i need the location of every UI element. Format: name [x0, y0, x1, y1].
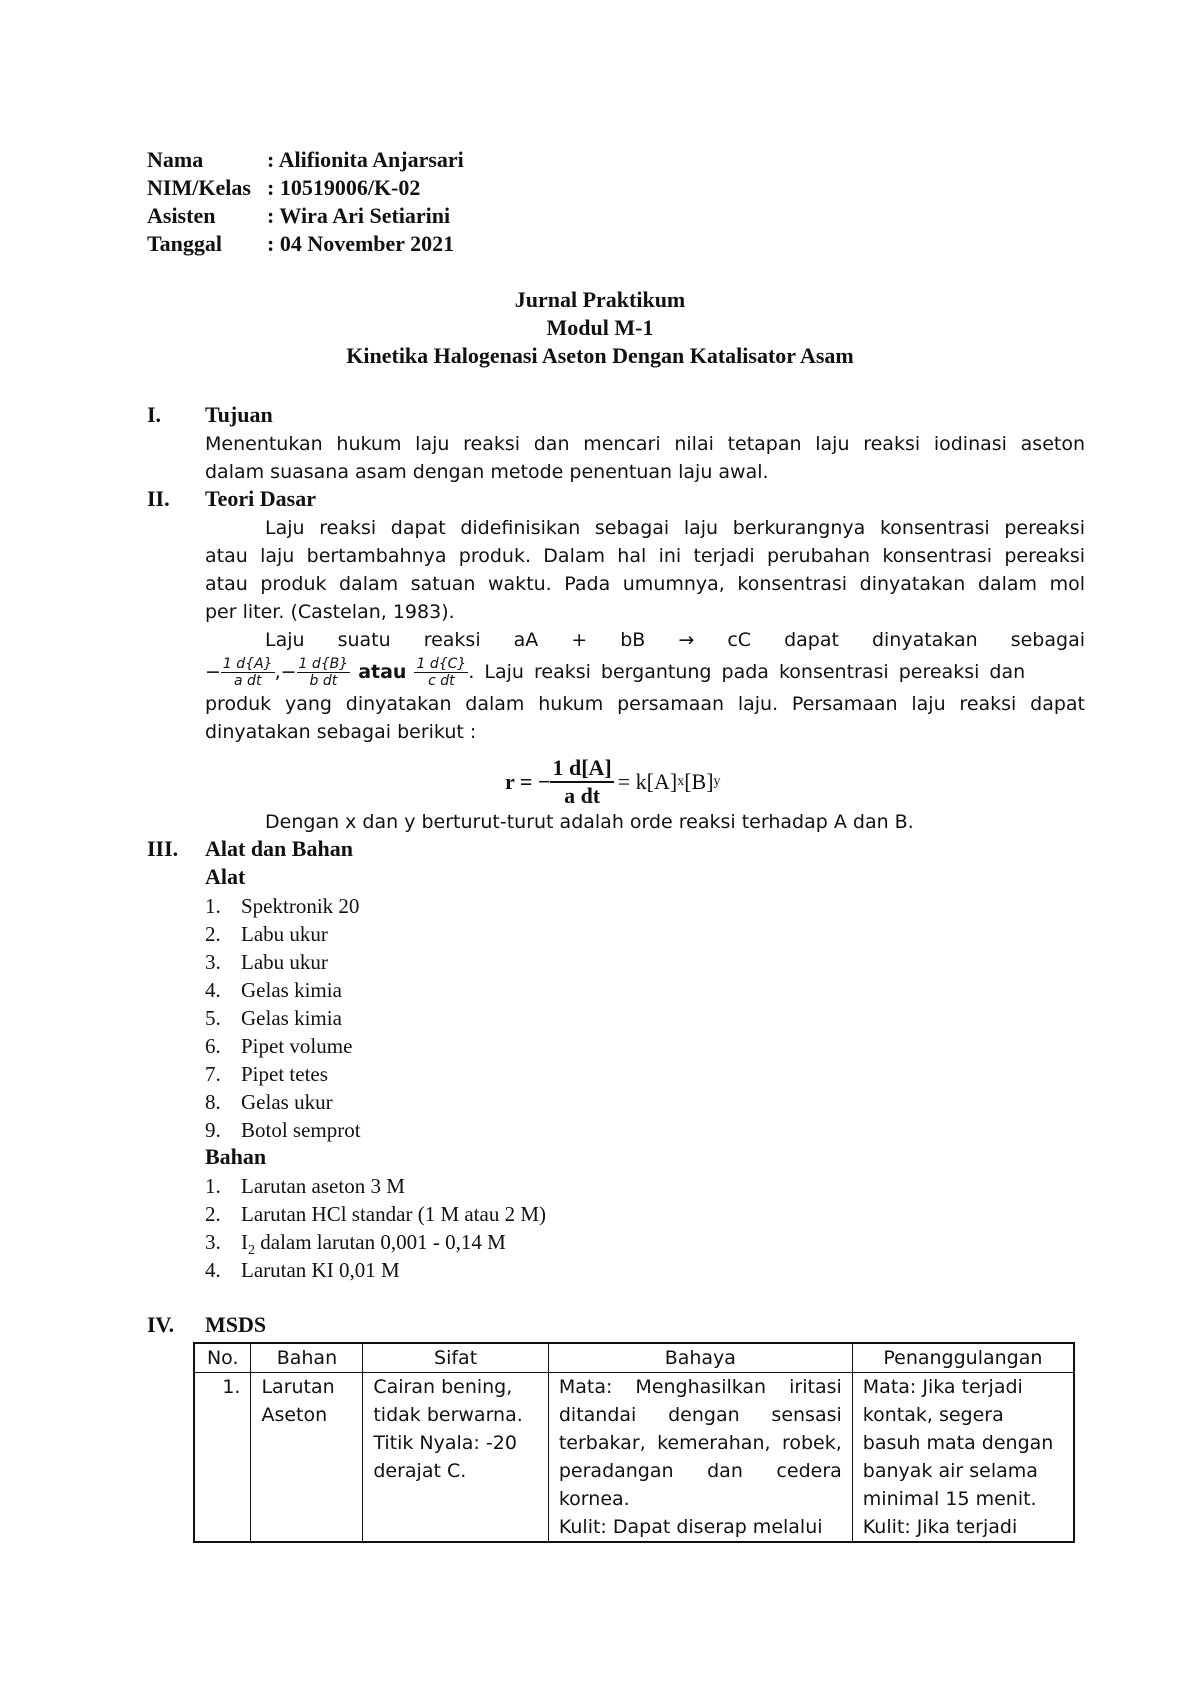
info-value: : Wira Ari Setiarini	[267, 203, 451, 228]
subsection-title-bahan: Bahan	[205, 1144, 267, 1169]
info-row-tanggal	[147, 230, 464, 258]
list-item: 7. Pipet tetes	[205, 1062, 328, 1086]
info-value: : Alifionita Anjarsari	[267, 147, 464, 172]
atau-word: atau	[358, 661, 407, 683]
info-value: : 10519006/K-02	[267, 175, 421, 200]
list-item: 1. Larutan aseton 3 M	[205, 1174, 405, 1198]
column-header: Sifat	[363, 1343, 549, 1373]
table-row	[194, 1373, 1074, 1543]
section-title-tujuan: Tujuan	[205, 402, 273, 427]
list-item: 1. Spektronik 20	[205, 894, 360, 918]
text-line: atau laju bertambahnya produk. Dalam hal ini terjadi perubahan konsentrasi pereaksi	[205, 545, 1085, 567]
msds-table	[193, 1342, 1075, 1543]
list-item: 8. Gelas ukur	[205, 1090, 333, 1114]
header-info	[147, 146, 464, 258]
rate-fraction-c: $\frac{1 d\{C\}}{\text{c dt}}$	[416, 655, 467, 689]
tujuan-text	[205, 430, 1085, 486]
rate-law-equation: r = − $\frac{1 d[A]}{\text{a dt}}$ = k[A] x [B] y	[505, 755, 721, 808]
alat-list	[205, 892, 361, 1144]
cell-bahan: Larutan Aseton	[251, 1373, 363, 1543]
list-item: 3. $I_2$ dalam larutan 0,001 - 0,14 M	[205, 1230, 506, 1259]
document-title	[0, 286, 1200, 370]
column-header: Bahan	[251, 1343, 363, 1373]
info-label: Nama	[147, 147, 204, 172]
rate-expressions-line: − $\frac{1 d\{A\}}{\text{a dt}}$ ,− $\frac{1 d\{B\}}{\text{b dt}}$ atau $\frac{1 d\{C\}}{\text{c dt}}$ . Laju reaksi bergantung pada konsentrasi pereaksi dan	[205, 655, 1026, 689]
list-item: 2. Labu ukur	[205, 922, 328, 946]
info-label: NIM/Kelas	[147, 175, 251, 200]
list-item: 9. Botol semprot	[205, 1118, 361, 1142]
teori-paragraph-3	[205, 808, 1085, 836]
list-item: 5. Gelas kimia	[205, 1006, 342, 1030]
list-item: 6. Pipet volume	[205, 1034, 353, 1058]
column-header: Penanggulangan	[852, 1343, 1074, 1373]
rate-fraction-a: $\frac{1 d\{A\}}{\text{a dt}}$	[222, 655, 273, 689]
text-line: dinyatakan sebagai berikut :	[205, 721, 477, 743]
section-number: IV.	[147, 1312, 175, 1337]
text-line: per liter. (Castelan, 1983).	[205, 601, 455, 623]
section-title-teori: Teori Dasar	[205, 486, 317, 511]
list-item: 4. Gelas kimia	[205, 978, 342, 1002]
cell-sifat: Cairan bening, tidak berwarna. Titik Nyala: -20 derajat C.	[363, 1373, 549, 1543]
section-number: II.	[147, 486, 170, 511]
text-line: atau produk dalam satuan waktu. Pada umumnya, konsentrasi dinyatakan dalam mol	[205, 573, 1085, 595]
text-line: dalam suasana asam dengan metode penentuan laju awal.	[205, 461, 769, 483]
table-header-row	[194, 1343, 1074, 1373]
info-row-nim	[147, 174, 464, 202]
text-line: Laju reaksi dapat didefinisikan sebagai laju berkurangnya konsentrasi pereaksi	[265, 517, 1085, 539]
cell-penanggulangan: Mata: Jika terjadi kontak, segera basuh mata dengan banyak air selama minimal 15 menit. Kulit: Jika terjadi	[852, 1373, 1074, 1543]
title-line-1: Jurnal Praktikum	[514, 287, 686, 312]
column-header: No.	[194, 1343, 251, 1373]
text-line: produk yang dinyatakan dalam hukum persamaan laju. Persamaan laju reaksi dapat	[205, 693, 1085, 715]
section-title-alat-bahan: Alat dan Bahan	[205, 836, 353, 861]
info-label: Asisten	[147, 203, 216, 228]
bahan-list	[205, 1172, 546, 1284]
list-item: 2. Larutan HCl standar (1 M atau 2 M)	[205, 1202, 547, 1226]
text-line: Dengan x dan y berturut-turut adalah orde reaksi terhadap A dan B.	[265, 811, 914, 833]
text-line: Laju suatu reaksi aA + bB → cC dapat dinyatakan sebagai	[265, 629, 1085, 651]
list-item: 4. Larutan KI 0,01 M	[205, 1258, 400, 1282]
rate-fraction-b: $\frac{1 d\{B\}}{\text{b dt}}$	[298, 655, 349, 689]
title-line-3: Kinetika Halogenasi Aseton Dengan Katalisator Asam	[346, 343, 854, 368]
list-item: 3. Labu ukur	[205, 950, 328, 974]
cell-no: 1.	[194, 1373, 251, 1543]
equation-fraction: $\frac{1 d[A]}{\text{a dt}}$	[552, 755, 612, 808]
cell-bahaya: Mata: Menghasilkan iritasi ditandai dengan sensasi terbakar, kemerahan, robek, peradangan dan cedera kornea. Kulit: Dapat diserap melalui	[548, 1373, 852, 1543]
section-number: III.	[147, 836, 179, 861]
text-line: Menentukan hukum laju reaksi dan mencari nilai tetapan laju reaksi iodinasi aseton	[205, 433, 1085, 455]
subsection-title-alat: Alat	[205, 864, 246, 889]
info-label: Tanggal	[147, 231, 223, 256]
text-line: . Laju reaksi bergantung pada konsentrasi pereaksi dan	[468, 661, 1026, 683]
column-header: Bahaya	[548, 1343, 852, 1373]
info-row-nama	[147, 146, 464, 174]
info-value: : 04 November 2021	[267, 231, 455, 256]
info-row-asisten	[147, 202, 464, 230]
teori-paragraph-2	[205, 626, 1085, 746]
teori-paragraph-1	[205, 514, 1085, 626]
section-number: I.	[147, 402, 162, 427]
section-title-msds: MSDS	[205, 1312, 267, 1337]
title-line-2: Modul M-1	[546, 315, 654, 340]
